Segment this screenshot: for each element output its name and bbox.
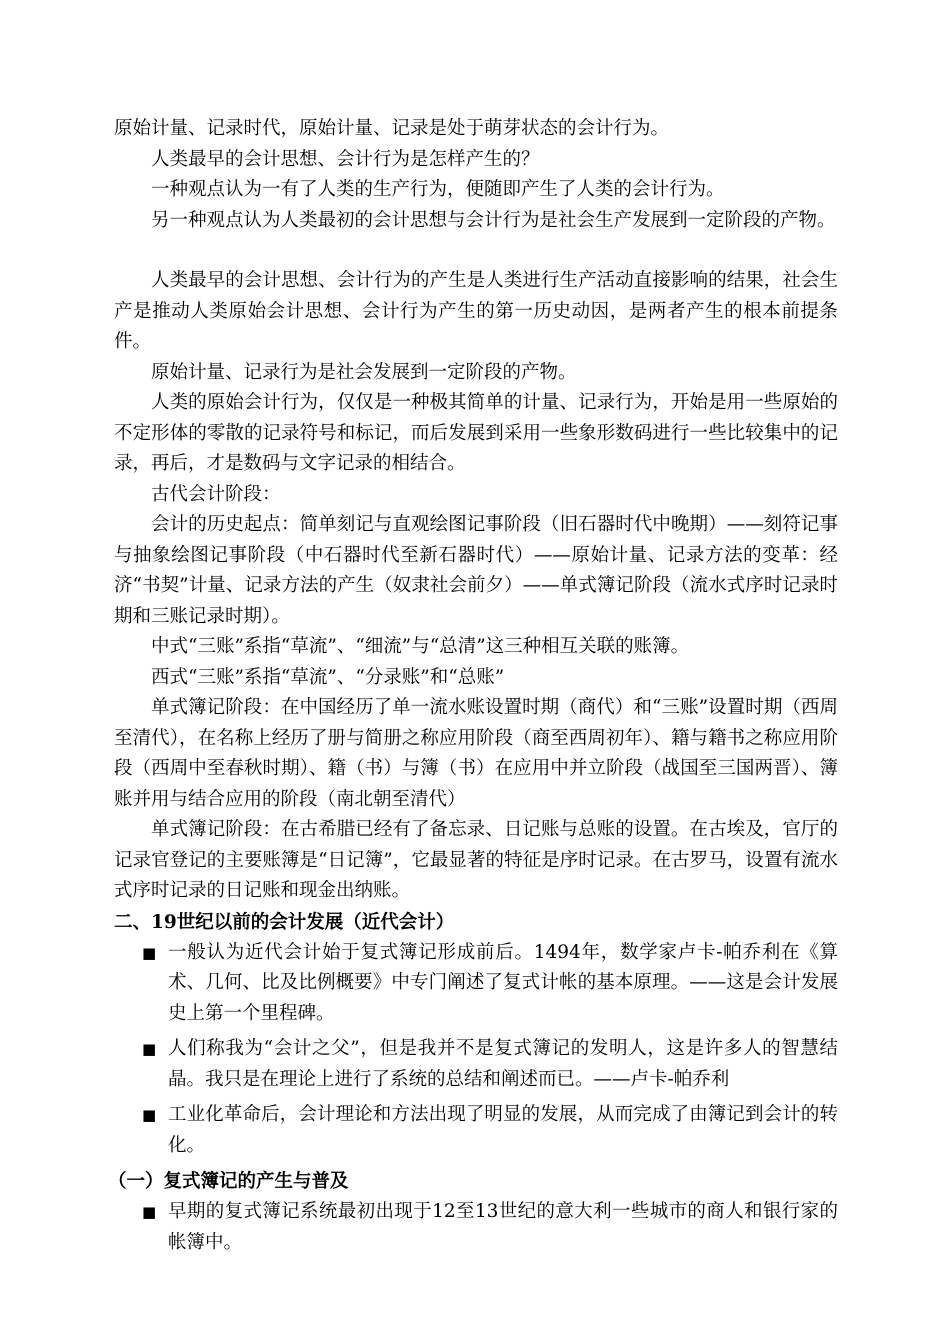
blank-line: [114, 236, 838, 266]
paragraph: 人类最早的会计思想、会计行为的产生是人类进行生产活动直接影响的结果，社会生产是推动人类原始会计思想、会计行为产生的第一历史动因，是两者产生的根本前提条件。: [114, 270, 838, 352]
paragraph: 单式簿记阶段：在古希腊已经有了备忘录、日记账与总账的设置。在古埃及，官厅的记录官登记的主要账簿是“日记簿”，它最显著的特征是序时记录。在古罗马，设置有流水式序时记录的日记账和现金出纳账。: [114, 819, 838, 901]
paragraph: 原始计量、记录时代，原始计量、记录是处于萌芽状态的会计行为。: [114, 118, 670, 139]
section-heading: 二、19世纪以前的会计发展（近代会计）: [114, 911, 455, 933]
bullet-item: [114, 1034, 838, 1095]
bullet-square-icon: ■: [142, 1106, 157, 1124]
bullet-square-icon: ■: [142, 1203, 157, 1221]
bullet-square-icon: ■: [142, 943, 157, 962]
subsection-heading: （一）复式簿记的产生与普及: [108, 1171, 349, 1192]
document-body: [108, 114, 838, 1263]
paragraph: 另一种观点认为人类最初的会计思想与会计行为是社会生产发展到一定阶段的产物。: [151, 209, 836, 231]
bullet-item: [114, 1100, 838, 1161]
paragraph: 会计的历史起点：简单刻记与直观绘图记事阶段（旧石器时代中晚期）——刻符记事与抽象绘图记事阶段（中石器时代至新石器时代）——原始计量、记录方法的变革：经济“书契”计量、记录方法的产生（奴隶社会前夕）——单式簿记阶段（流水式序时记录时期和三账记录时期）。: [114, 514, 838, 627]
bullet-item: [114, 1197, 838, 1258]
paragraph: 人类的原始会计行为，仅仅是一种极其简单的计量、记录行为，开始是用一些原始的不定形体的零散的记录符号和标记，而后发展到采用一些象形数码进行一些比较集中的记录，再后，才是数码与文字记录的相结合。: [114, 392, 838, 474]
bullet-text: 工业化革命后，会计理论和方法出现了明显的发展，从而完成了由簿记到会计的转化。: [168, 1104, 838, 1156]
paragraph: 一种观点认为一有了人类的生产行为，便随即产生了人类的会计行为。: [151, 179, 725, 200]
bullet-text: 人们称我为“会计之父”，但是我并不是复式簿记的发明人，这是许多人的智慧结晶。我只是在理论上进行了系统的总结和阐述而已。——卢卡-帕乔利: [168, 1038, 838, 1090]
bullet-item: [114, 938, 838, 1030]
paragraph: 单式簿记阶段：在中国经历了单一流水账设置时期（商代）和“三账”设置时期（西周至清代），在名称上经历了册与简册之称应用阶段（商至西周初年）、籍与籍书之称应用阶段（西周中至春秋时期）、籍（书）与簿（书）在应用中并立阶段（战国至三国两晋）、簿账并用与结合应用的阶段（南北朝至清代）: [114, 697, 838, 810]
paragraph: 古代会计阶段：: [151, 483, 281, 505]
paragraph: 西式“三账”系指“草流”、“分录账”和“总账”: [151, 666, 505, 688]
bullet-text: 一般认为近代会计始于复式簿记形成前后。1494年，数学家卢卡-帕乔利在《算术、几何、比及比例概要》中专门阐述了复式计帐的基本原理。——这是会计发展史上第一个里程碑。: [168, 941, 838, 1024]
bullet-text: 早期的复式簿记系统最初出现于12至13世纪的意大利一些城市的商人和银行家的帐簿中。: [168, 1201, 838, 1253]
paragraph: 人类最早的会计思想、会计行为是怎样产生的？: [151, 148, 540, 170]
paragraph: 中式“三账”系指“草流”、“细流”与“总清”这三种相互关联的账簿。: [151, 636, 690, 657]
bullet-square-icon: ■: [142, 1040, 157, 1058]
paragraph: 原始计量、记录行为是社会发展到一定阶段的产物。: [151, 361, 577, 383]
